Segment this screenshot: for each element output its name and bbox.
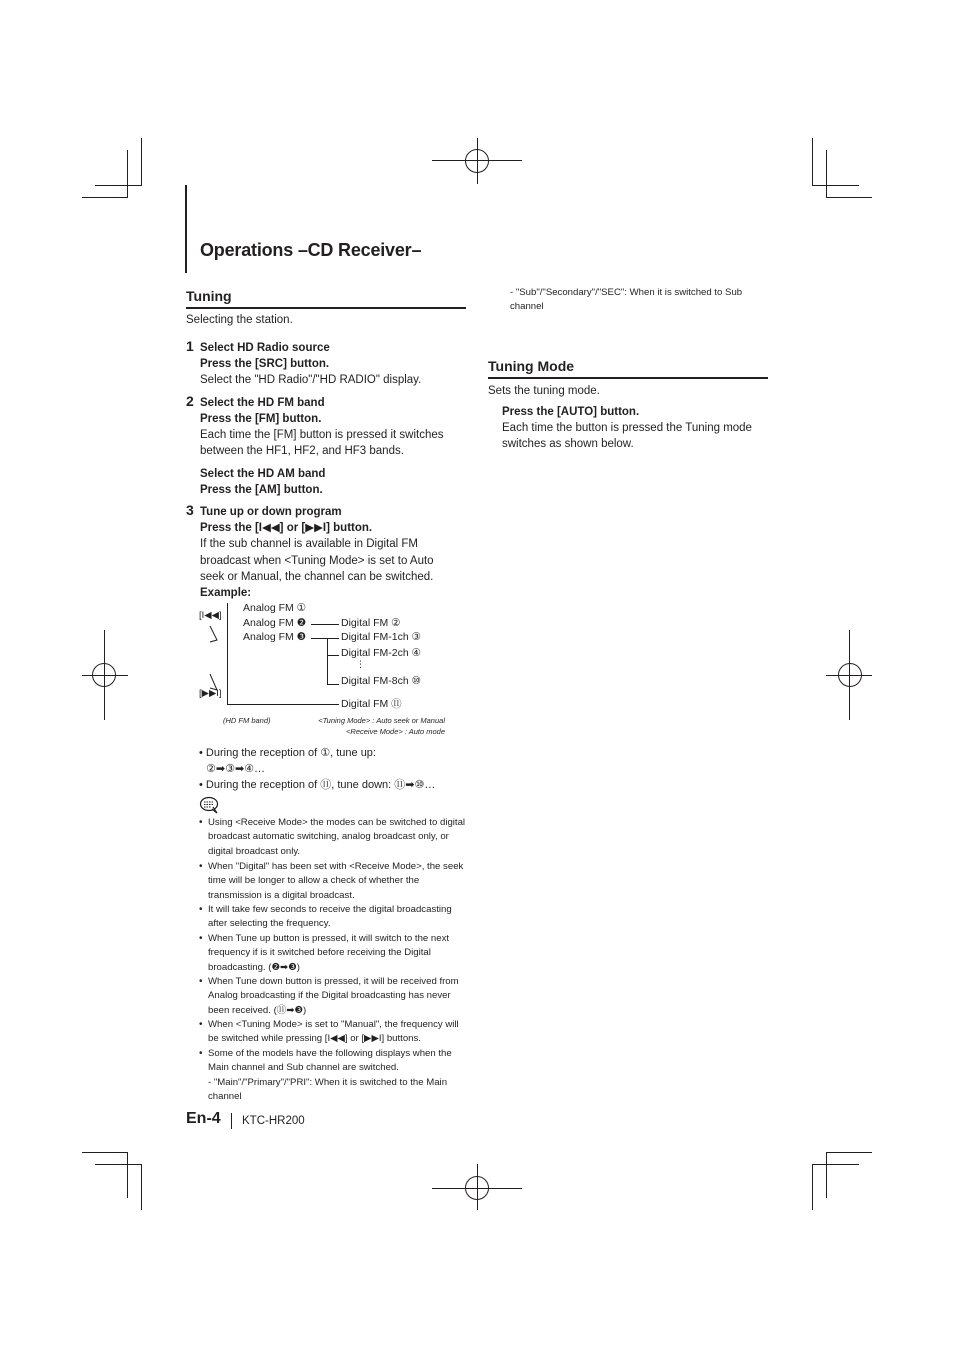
sub-note-sub-channel: - "Sub"/"Secondary"/"SEC": When it is switched to Sub channel	[510, 287, 743, 313]
tuning-heading: Tuning	[186, 288, 232, 304]
tuning-mode-intro: Sets the tuning mode.	[488, 385, 600, 397]
digital-fm-11: Digital FM ⑪	[341, 698, 402, 710]
step-1-action: Press the [SRC] button.	[200, 358, 330, 370]
step-2-title: Select the HD FM band	[200, 397, 325, 409]
digital-fm-8ch: Digital FM-8ch ⑩	[341, 675, 422, 687]
step-2-am-title: Select the HD AM band	[200, 468, 326, 480]
bullet-tune-up-1: • During the reception of ①, tune up:	[199, 747, 376, 759]
subchannel-branch-line	[327, 638, 328, 685]
analog-digital-connector-3	[311, 638, 339, 639]
next-button-label: [▶▶I]	[199, 688, 222, 699]
note-4: When Tune up button is pressed, it will switch to the next frequency if is it switched before receiving the Digital broadcasting. (❷➡❸)	[208, 933, 450, 973]
analog-digital-connector-2	[311, 624, 339, 625]
step-1-title: Select HD Radio source	[200, 342, 330, 354]
tuning-mode-condition: <Tuning Mode> : Auto seek or Manual	[318, 716, 445, 725]
note-7: Some of the models have the following displays when the Main channel and Sub channel are switched.	[208, 1048, 452, 1074]
page-number: En-4	[186, 1110, 221, 1127]
tuning-mode-desc-2: switches as shown below.	[502, 438, 634, 450]
step-3-desc-2: broadcast when <Tuning Mode> is set to Auto	[200, 555, 434, 567]
footer-separator	[231, 1113, 232, 1129]
step-3-number: 3	[186, 502, 194, 518]
note-icon	[199, 796, 221, 814]
prev-button-label: [I◀◀]	[199, 610, 222, 621]
tuning-heading-rule	[186, 307, 466, 309]
step-2-am-action: Press the [AM] button.	[200, 484, 323, 496]
bullet-tune-down: • During the reception of ⑪, tune down: ⑪➡⑩…	[199, 779, 436, 791]
step-1-desc: Select the "HD Radio"/"HD RADIO" display.	[200, 374, 422, 386]
step-3-example: Example:	[200, 587, 252, 599]
title-bar	[185, 185, 187, 273]
tuning-intro: Selecting the station.	[186, 314, 293, 326]
hd-fm-band-label: (HD FM band)	[223, 716, 271, 725]
analog-fm-3: Analog FM ❸	[243, 631, 307, 643]
step-3-desc-1: If the sub channel is available in Digital FM	[200, 538, 418, 550]
step-2-desc-2: between the HF1, HF2, and HF3 bands.	[200, 445, 404, 457]
note-5: When Tune down button is pressed, it will be received from Analog broadcasting if the Digital broadcasting has never been received. (⑪➡❸)	[208, 976, 459, 1016]
note-3: It will take few seconds to receive the digital broadcasting after selecting the frequency.	[208, 904, 452, 930]
subchannel-connector-2ch	[327, 655, 339, 656]
tuning-mode-desc-1: Each time the button is pressed the Tuning mode	[502, 422, 752, 434]
bullet-tune-up-2: ②➡③➡④…	[206, 763, 266, 775]
note-2: When "Digital" has been set with <Receive Mode>, the seek time will be longer to allow a check of whether the transmission is a digital broadcast.	[208, 861, 464, 901]
tuning-mode-action: Press the [AUTO] button.	[502, 406, 640, 418]
analog-fm-2: Analog FM ❷	[243, 617, 307, 629]
subchannel-connector-8ch	[327, 684, 339, 685]
note-6: When <Tuning Mode> is set to "Manual", the frequency will be switched while pressing [I◀◀] or [▶▶I] buttons.	[208, 1019, 459, 1045]
tuning-mode-heading: Tuning Mode	[488, 358, 575, 374]
digital-fm-2ch: Digital FM-2ch ④	[341, 647, 422, 659]
step-3-action: Press the [I◀◀] or [▶▶I] button.	[200, 522, 373, 534]
receive-mode-condition: <Receive Mode> : Auto mode	[346, 727, 445, 736]
digital-fm-2: Digital FM ②	[341, 617, 401, 629]
band-axis-line	[227, 603, 228, 705]
diagram-ellipsis: ⋮	[356, 659, 365, 669]
tuning-mode-heading-rule	[488, 377, 768, 379]
step-2-action: Press the [FM] button.	[200, 413, 322, 425]
step-2-number: 2	[186, 393, 194, 409]
step-1-number: 1	[186, 338, 194, 354]
direction-arrows-icon	[205, 624, 221, 694]
step-2-desc-1: Each time the [FM] button is pressed it switches	[200, 429, 444, 441]
note-1: Using <Receive Mode> the modes can be switched to digital broadcast automatic switching, analog broadcast only, or digital broadcast only.	[208, 817, 466, 857]
page-title: Operations –CD Receiver–	[200, 240, 422, 260]
sub-note-main-channel: - "Main"/"Primary"/"PRI": When it is switched to the Main channel	[208, 1077, 448, 1103]
digital-fm-11-connector	[227, 704, 339, 705]
model-number: KTC-HR200	[242, 1115, 305, 1127]
step-3-desc-3: seek or Manual, the channel can be switched.	[200, 571, 434, 583]
step-3-title: Tune up or down program	[200, 506, 342, 518]
channel-switch-diagram	[199, 600, 469, 745]
analog-fm-1: Analog FM ①	[243, 602, 307, 614]
digital-fm-1ch: Digital FM-1ch ③	[341, 631, 422, 643]
